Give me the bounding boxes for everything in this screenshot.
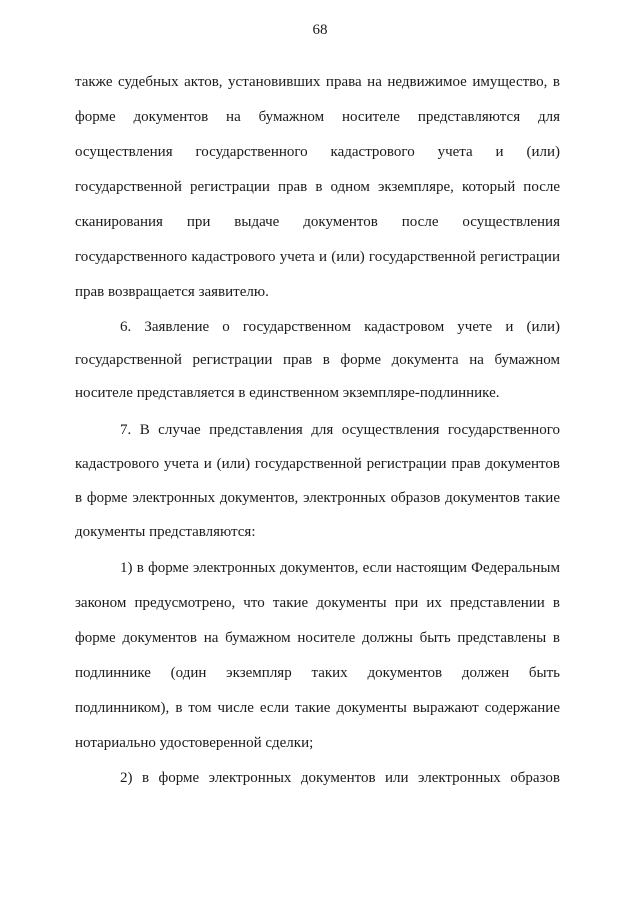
text-line: также судебных актов, установивших права на недвижимое имущество, в — [75, 74, 560, 90]
text-line: форме документов на бумажном носителе представляются для — [75, 109, 560, 125]
text-line: законом предусмотрено, что такие документы при их представлении в — [75, 595, 560, 611]
text-line: государственного кадастрового учета и (или) государственной регистрации — [75, 249, 560, 265]
text-line: осуществления государственного кадастрового учета и (или) — [75, 144, 560, 160]
text-line: 6. Заявление о государственном кадастровом учете и (или) — [120, 319, 560, 335]
text-line: 2) в форме электронных документов или электронных образов — [120, 770, 560, 786]
text-line: 1) в форме электронных документов, если настоящим Федеральным — [120, 560, 560, 576]
text-line: нотариально удостоверенной сделки; — [75, 735, 314, 751]
text-line: форме документов на бумажном носителе должны быть представлены в — [75, 630, 560, 646]
text-line: кадастрового учета и (или) государственной регистрации прав документов — [75, 456, 560, 472]
text-line: подлинником), в том числе если такие документы выражают содержание — [75, 700, 560, 716]
page-number: 68 — [312, 22, 328, 38]
text-line: 7. В случае представления для осуществления государственного — [120, 422, 560, 438]
text-line: носителе представляется в единственном экземпляре-подлиннике. — [75, 385, 500, 401]
text-line: государственной регистрации прав в одном экземпляре, который после — [75, 179, 560, 195]
text-line: сканирования при выдаче документов после осуществления — [75, 214, 560, 230]
text-line: подлиннике (один экземпляр таких документов должен быть — [75, 665, 560, 681]
text-line: прав возвращается заявителю. — [75, 284, 269, 300]
text-line: в форме электронных документов, электронных образов документов такие — [75, 490, 560, 506]
text-line: государственной регистрации прав в форме документа на бумажном — [75, 352, 560, 368]
text-line: документы представляются: — [75, 524, 256, 540]
